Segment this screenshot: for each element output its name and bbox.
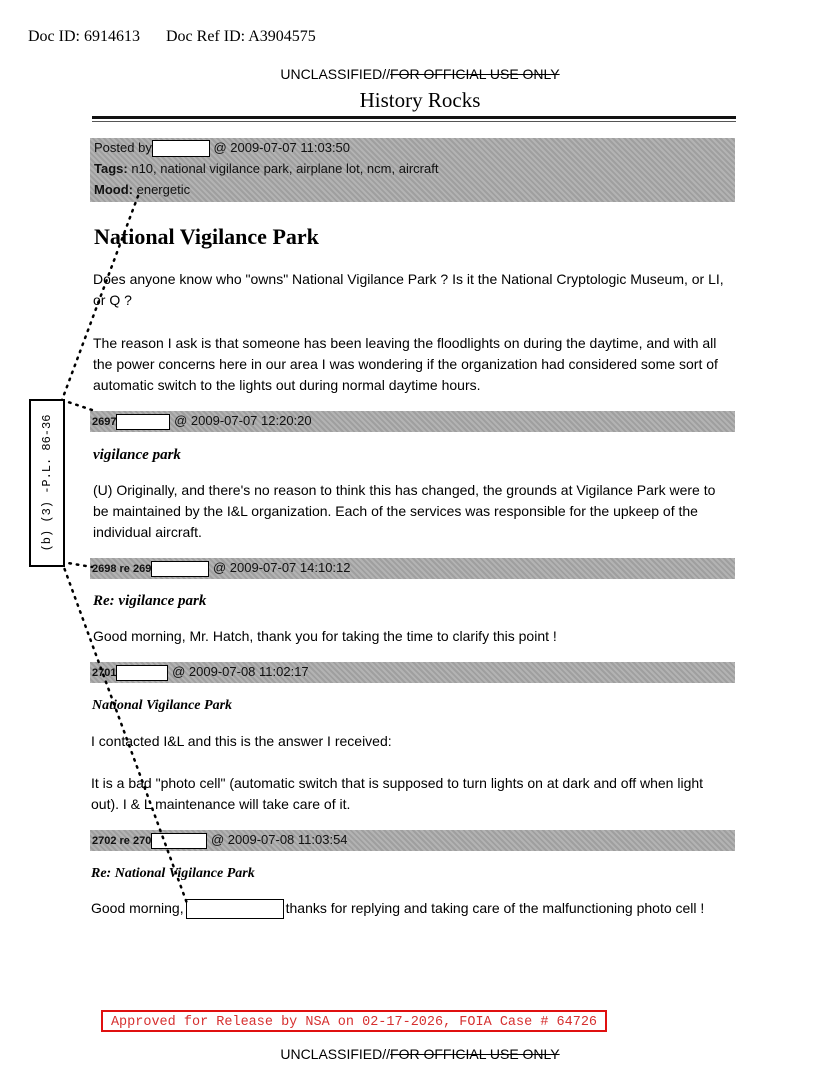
- mood-value: energetic: [136, 182, 191, 197]
- comment-timestamp: @ 2009-07-08 11:02:17: [172, 664, 309, 679]
- classification-struck: FOR OFFICIAL USE ONLY: [390, 66, 560, 82]
- comment-title: vigilance park: [93, 447, 181, 463]
- comment-body: (U) Originally, and there's no reason to think this has changed, the grounds at Vigilance Park were to be maintained by the I&L organization. Each of the services was responsible for the upkeep of the individual aircraft.: [93, 482, 716, 540]
- tags-value: n10, national vigilance park, airplane lot, ncm, aircraft: [131, 161, 439, 176]
- classification-struck: FOR OFFICIAL USE ONLY: [390, 1046, 560, 1062]
- comment-body: Good morning, Mr. Hatch, thank you for taking the time to clarify this point !: [93, 628, 557, 644]
- leader-line: [62, 562, 188, 906]
- comment-id: 2701: [92, 667, 117, 679]
- classification-prefix: UNCLASSIFIED//: [280, 66, 391, 82]
- leader-line: [62, 196, 138, 400]
- page-title: History Rocks: [359, 88, 481, 112]
- comment-id: 2702 re 270: [92, 835, 152, 847]
- approval-stamp: Approved for Release by NSA on 02-17-2026, FOIA Case # 64726: [101, 1010, 607, 1032]
- post-paragraph-1: Does anyone know who "owns" National Vigilance Park ? Is it the National Cryptologic Museum, or LI, or Q ?: [93, 271, 724, 308]
- comment-title: Re: vigilance park: [93, 593, 207, 609]
- comment-body: I contacted I&L and this is the answer I received:: [91, 733, 392, 749]
- classification-banner-bottom: [0, 1046, 840, 1062]
- posted-timestamp: @ 2009-07-07 11:03:50: [213, 140, 351, 155]
- classification-prefix: UNCLASSIFIED//: [280, 1046, 391, 1062]
- doc-id: Doc ID: 6914613: [28, 28, 140, 45]
- post-paragraph-2: The reason I ask is that someone has been leaving the floodlights on during the daytime, and with all the power concerns here in our area I was wondering if the organization had considered some sort of automatic switch to the lights out during normal daytime hours.: [93, 335, 718, 393]
- posted-by-label: Posted by: [94, 140, 152, 155]
- comment-body-continued: It is a bad "photo cell" (automatic switch that is supposed to turn lights on at dark and off when light out). I & L maintenance will take care of it.: [91, 775, 704, 812]
- comment-title: National Vigilance Park: [92, 698, 233, 713]
- comment-body-end: thanks for replying and taking care of the malfunctioning photo cell !: [285, 900, 705, 916]
- tags-label: Tags:: [94, 161, 128, 176]
- comment-timestamp: @ 2009-07-07 12:20:20: [174, 413, 312, 428]
- comment-body-start: Good morning,: [91, 900, 184, 916]
- comment-timestamp: @ 2009-07-07 14:10:12: [212, 560, 351, 575]
- mood-label: Mood:: [94, 182, 133, 197]
- comment-title: Re: National Vigilance Park: [91, 866, 255, 881]
- comment-timestamp: @ 2009-07-08 11:03:54: [210, 832, 348, 847]
- exemption-stamp: [29, 399, 65, 567]
- comment-id: 2698 re 269: [92, 563, 152, 575]
- exemption-label: (b) (3) -P.L. 86-36: [40, 414, 54, 552]
- doc-ref-id: Doc Ref ID: A3904575: [166, 28, 316, 45]
- leader-line: [62, 562, 92, 567]
- post-title: National Vigilance Park: [94, 224, 319, 249]
- comment-id: 2697: [92, 416, 117, 428]
- leader-line: [62, 400, 92, 410]
